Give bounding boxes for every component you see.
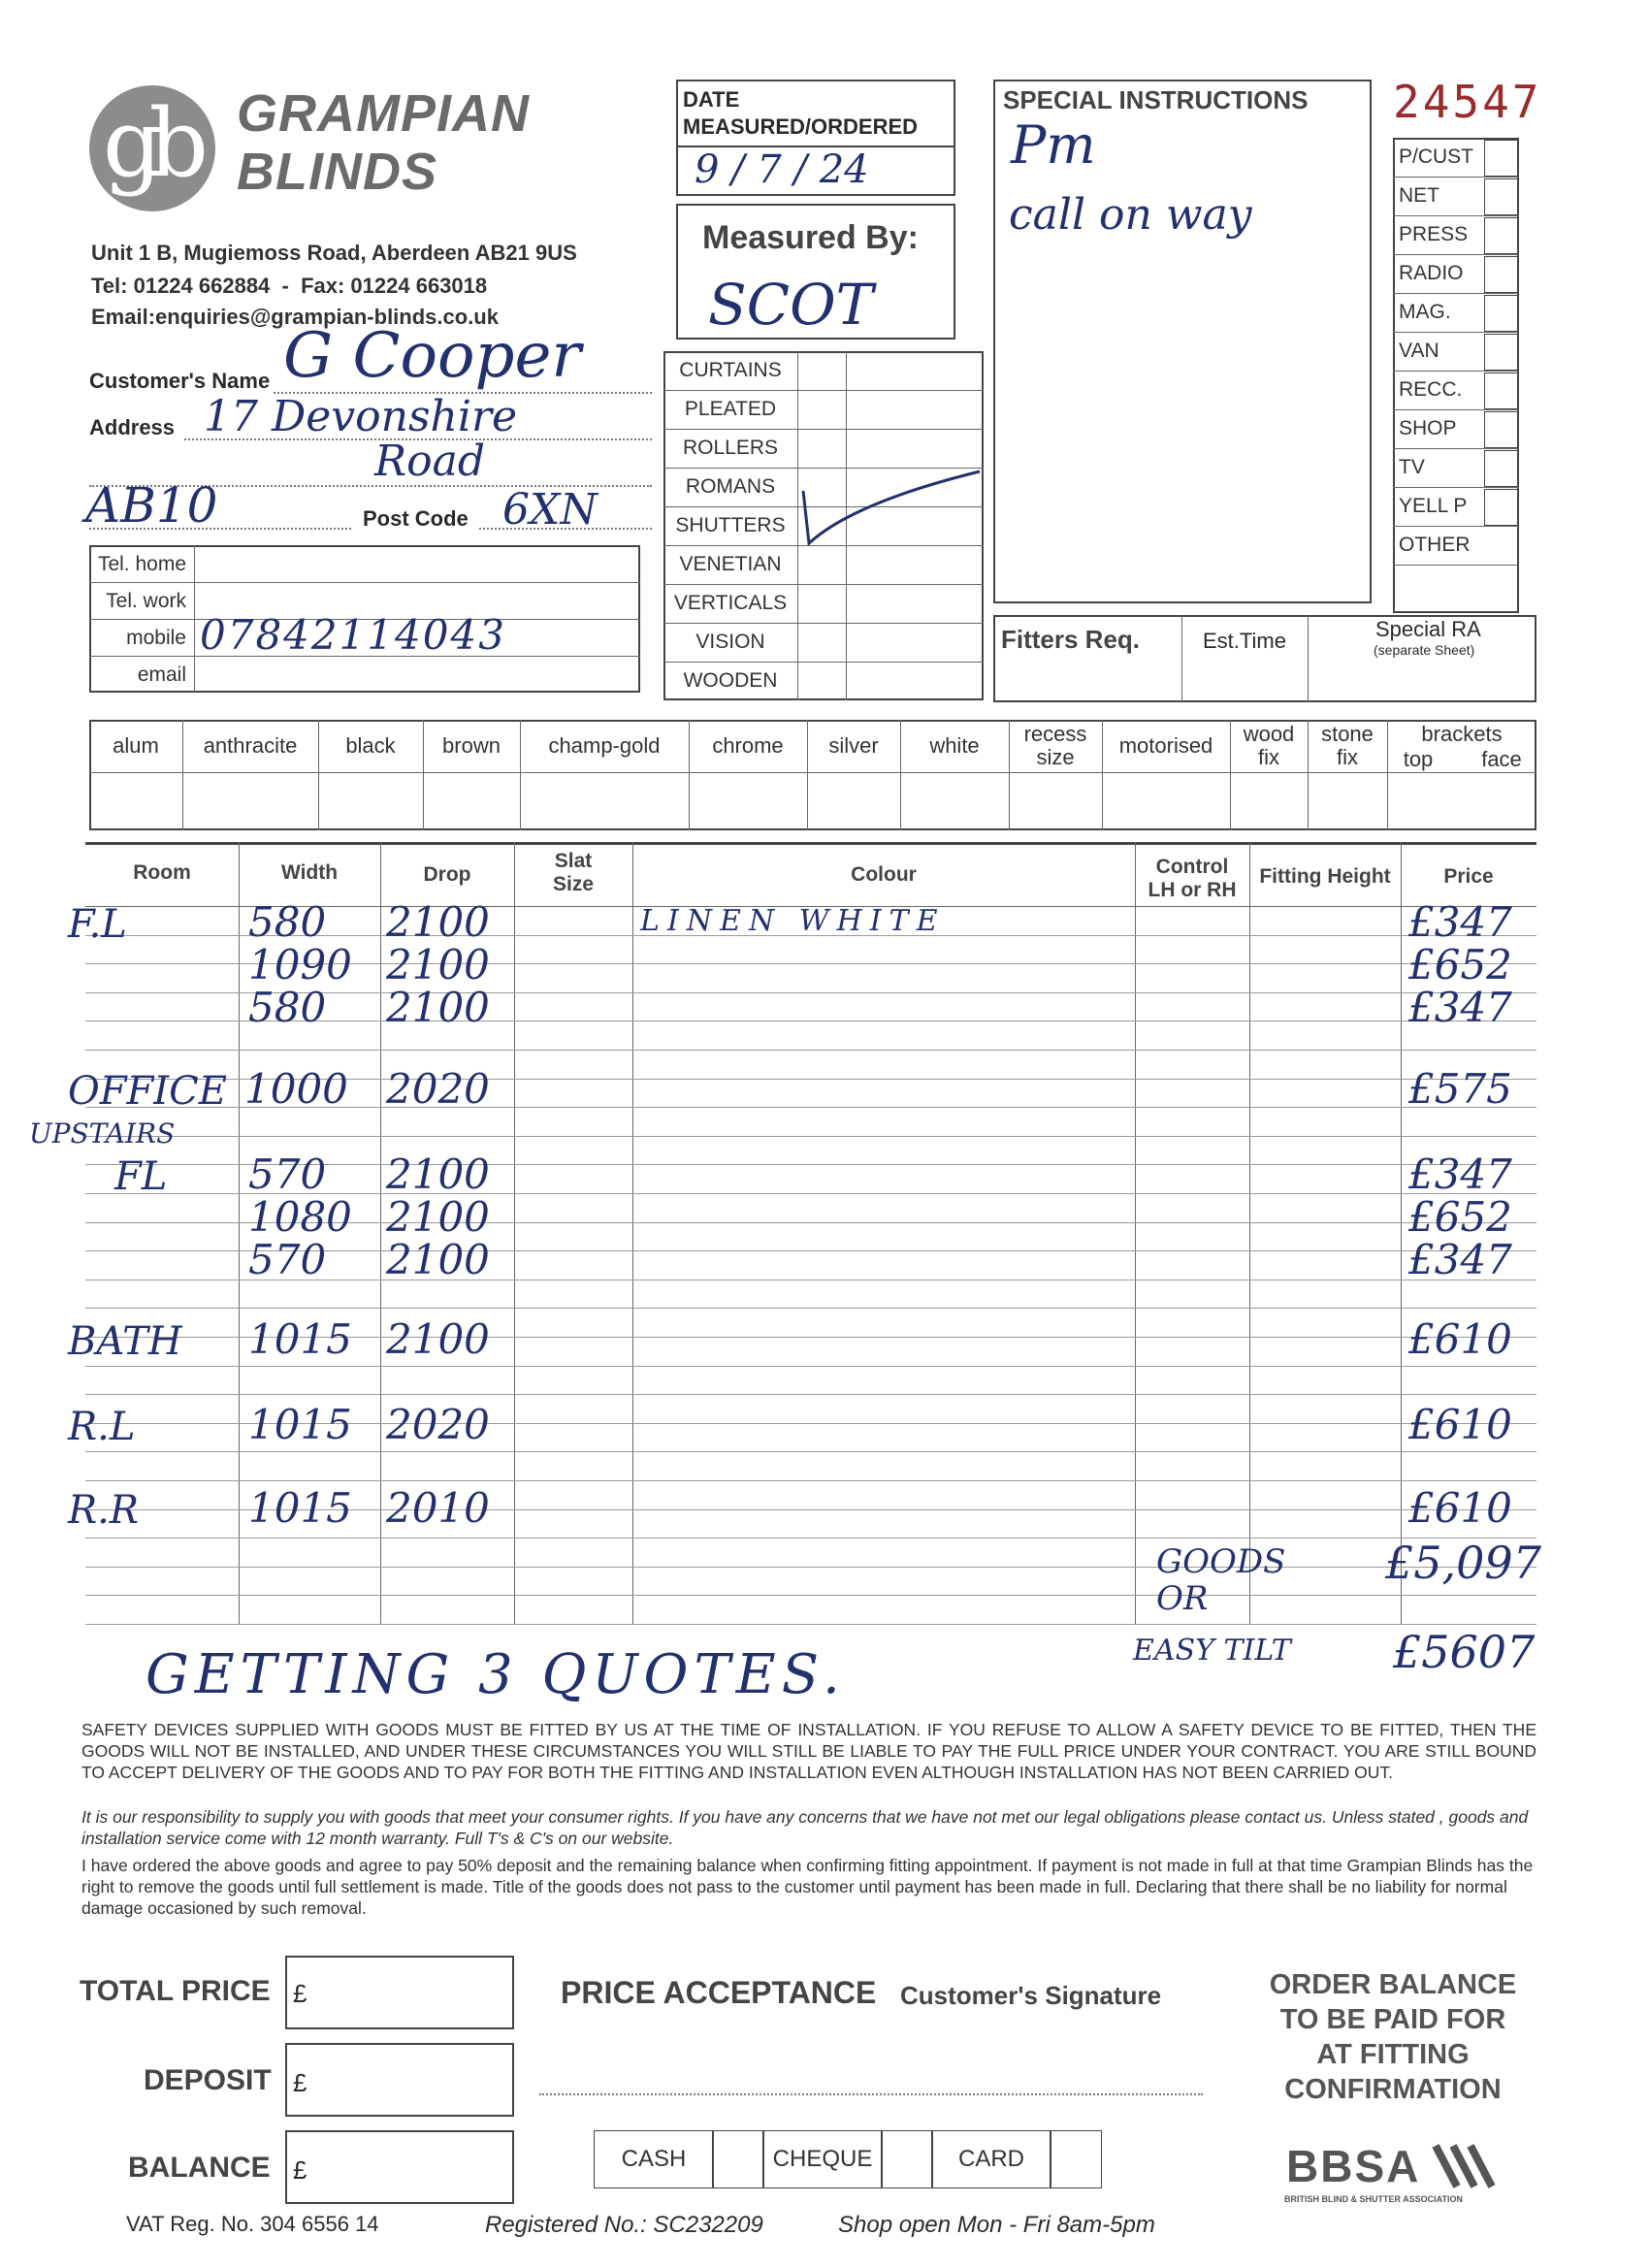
customer-name-label: Customer's Name <box>89 369 271 393</box>
recess-label: recess <box>1023 722 1087 746</box>
payment-method-checkbox[interactable] <box>881 2130 933 2188</box>
goods-total-value: £5,097 <box>1385 1537 1541 1589</box>
product-checkbox[interactable] <box>799 586 844 621</box>
entry-width: 580 <box>248 984 327 1031</box>
entry-price: £347 <box>1408 898 1512 946</box>
entry-price: £347 <box>1408 1236 1512 1283</box>
finish-option-cell[interactable] <box>320 774 421 828</box>
entry-drop: 2100 <box>386 984 490 1031</box>
product-type-label: PLEATED <box>684 398 777 420</box>
finish-option-label: alum <box>113 733 159 758</box>
table-row-line <box>85 1595 1536 1596</box>
balance-label: BALANCE <box>128 2152 271 2184</box>
price-acceptance-label: PRICE ACCEPTANCE <box>561 1975 877 2010</box>
finish-option-label: black <box>345 733 396 758</box>
product-row-line <box>663 390 984 391</box>
balance-box[interactable] <box>285 2130 514 2204</box>
entry-width: 1015 <box>248 1315 352 1363</box>
source-label: TV <box>1399 456 1425 478</box>
source-label: RADIO <box>1399 262 1464 284</box>
order-balance-line: TO BE PAID FOR <box>1279 2004 1506 2035</box>
table-col-divider <box>1135 842 1136 1624</box>
product-type-label: ROMANS <box>685 475 776 498</box>
company-address: Unit 1 B, Mugiemoss Road, Aberdeen AB21 9US <box>91 241 577 265</box>
table-row-line <box>85 1050 1536 1051</box>
source-divider <box>1393 332 1519 333</box>
easy-tilt-label: EASY TILT <box>1133 1634 1291 1668</box>
contact-label: email <box>137 664 186 686</box>
table-row-line <box>85 1136 1536 1137</box>
source-label: YELL P <box>1399 495 1468 517</box>
brackets-face-label: face <box>1481 747 1522 771</box>
source-divider <box>1393 526 1519 527</box>
date-value: 9 / 7 / 24 <box>695 147 869 192</box>
colour-header: Colour <box>851 863 917 886</box>
finish-option-label: white <box>929 733 980 758</box>
source-checkbox[interactable] <box>1484 217 1519 254</box>
control-header-2: LH or RH <box>1148 879 1237 901</box>
entry-room: FL <box>114 1154 168 1199</box>
legal-deposit-terms: I have ordered the above goods and agree to pay 50% deposit and the remaining balance when confirming fitting appointment. If payment is not made in full at that time Grampian Blinds has the right to remove the goods until full settlement is made. Title of the goods does not pass to the customer until payment has been made in full. Declaring that there shall be no liability for normal damage occasioned by such removal. <box>81 1856 1534 1918</box>
table-row-line <box>85 1538 1536 1539</box>
entry-price: £610 <box>1408 1315 1512 1363</box>
table-row-line <box>85 1624 1536 1625</box>
entry-drop: 2020 <box>386 1401 490 1448</box>
source-checkbox[interactable] <box>1484 411 1519 448</box>
entry-width: 1015 <box>248 1484 352 1532</box>
table-row-line <box>85 1366 1536 1367</box>
product-checkbox[interactable] <box>799 664 844 698</box>
product-type-label: VENETIAN <box>679 553 782 575</box>
contact-row-line <box>89 656 640 657</box>
source-checkbox[interactable] <box>1484 489 1519 526</box>
entry-drop: 2100 <box>386 898 490 946</box>
source-label: P/CUST <box>1399 146 1474 168</box>
drop-header: Drop <box>423 863 471 886</box>
bbsa-logo: BBSA <box>1286 2141 1421 2191</box>
entry-width: 1090 <box>248 941 352 988</box>
order-balance-line: CONFIRMATION <box>1284 2074 1502 2105</box>
postcode-line-1 <box>89 528 351 530</box>
entry-price: £575 <box>1408 1065 1512 1113</box>
entry-room: R.L <box>68 1405 136 1449</box>
special-ra-note: (separate Sheet) <box>1374 642 1475 658</box>
special-ra-label: Special RA <box>1375 617 1481 641</box>
entry-width: 570 <box>248 1236 327 1283</box>
wood-fix-label-2: fix <box>1258 745 1279 769</box>
slat-size-header: Slat <box>554 850 593 872</box>
easy-tilt-value: £5607 <box>1393 1626 1536 1678</box>
contact-label: Tel. home <box>97 553 186 575</box>
contact-label: mobile <box>126 627 186 649</box>
table-row-line <box>85 1308 1536 1309</box>
price-header: Price <box>1443 865 1494 888</box>
source-divider <box>1393 487 1519 488</box>
postcode-part1: AB10 <box>85 477 218 534</box>
table-row-line <box>85 1480 1536 1481</box>
entry-drop: 2020 <box>386 1065 490 1113</box>
order-number: 24547 <box>1393 76 1542 128</box>
finish-options-midline <box>89 772 1536 773</box>
source-label: OTHER <box>1399 534 1471 556</box>
entry-price: £610 <box>1408 1401 1512 1448</box>
source-checkbox[interactable] <box>1484 295 1519 332</box>
fitters-required-label: Fitters Req. <box>1001 625 1141 654</box>
product-row-line <box>663 429 984 430</box>
fitting-height-header: Fitting Height <box>1259 865 1391 888</box>
customer-name-value: G Cooper <box>283 320 581 392</box>
product-type-label: VERTICALS <box>673 592 788 614</box>
product-type-label: WOODEN <box>683 669 778 692</box>
entry-price: £347 <box>1408 1150 1512 1198</box>
finish-option-cell[interactable] <box>91 774 180 828</box>
company-phones: Tel: 01224 662884 - Fax: 01224 663018 <box>91 274 488 298</box>
source-label: RECC. <box>1399 378 1463 401</box>
entry-drop: 2100 <box>386 941 490 988</box>
room-header: Room <box>133 861 191 884</box>
total-price-currency: £ <box>293 1979 307 2008</box>
table-col-divider <box>514 842 515 1624</box>
source-divider <box>1393 448 1519 449</box>
entry-room: BATH <box>68 1319 182 1364</box>
recess-label-2: size <box>1036 745 1075 769</box>
product-type-label: VISION <box>695 631 765 653</box>
source-divider <box>1393 565 1519 566</box>
company-name-line2: BLINDS <box>237 143 437 201</box>
source-label: MAG. <box>1399 301 1451 323</box>
table-col-divider <box>1401 842 1402 1624</box>
finish-option-cell[interactable] <box>809 774 898 828</box>
entry-width: 570 <box>248 1150 327 1198</box>
product-type-label: CURTAINS <box>679 359 782 381</box>
brackets-top-label: top <box>1403 747 1434 771</box>
deposit-label: DEPOSIT <box>144 2064 272 2096</box>
product-row-line <box>663 623 984 624</box>
deposit-currency: £ <box>293 2068 307 2097</box>
product-checkbox[interactable] <box>799 625 844 660</box>
table-row-line <box>85 1567 1536 1568</box>
contact-label: Tel. work <box>106 590 186 612</box>
entry-price: £347 <box>1408 984 1512 1031</box>
table-col-divider <box>632 842 633 1624</box>
table-row-line <box>85 1451 1536 1452</box>
entry-price: £610 <box>1408 1484 1512 1532</box>
total-price-label: TOTAL PRICE <box>80 1975 271 2007</box>
date-label-2: MEASURED/ORDERED <box>683 114 919 139</box>
finish-option-cell[interactable] <box>1232 774 1306 828</box>
entry-colour: LINEN WHITE <box>640 904 946 938</box>
special-instructions-label: SPECIAL INSTRUCTIONS <box>1003 85 1309 114</box>
source-divider <box>1393 293 1519 294</box>
source-checkbox[interactable] <box>1484 373 1519 409</box>
measured-by-value: SCOT <box>708 272 874 338</box>
table-top-rule <box>85 842 1536 845</box>
product-checkbox[interactable] <box>799 431 844 466</box>
stone-fix-label-2: fix <box>1337 745 1358 769</box>
contact-row-line <box>89 582 640 583</box>
balance-currency: £ <box>293 2155 307 2185</box>
width-header: Width <box>280 861 339 884</box>
goods-label: GOODS <box>1156 1542 1286 1581</box>
control-header: Control <box>1155 856 1229 878</box>
source-divider <box>1393 371 1519 372</box>
entry-drop: 2100 <box>386 1150 490 1198</box>
company-name-line1: GRAMPIAN <box>237 84 530 143</box>
source-checkbox[interactable] <box>1484 140 1519 177</box>
finish-option-cell[interactable] <box>1011 774 1100 828</box>
source-divider <box>1393 215 1519 216</box>
logo-letters: gb <box>103 89 195 198</box>
address-label: Address <box>89 415 176 439</box>
product-checkbox[interactable] <box>799 392 844 427</box>
bbsa-subtitle: BRITISH BLIND & SHUTTER ASSOCIATION <box>1284 2194 1463 2204</box>
payment-method-label: CASH <box>621 2146 687 2172</box>
address-line2-value: Road <box>374 437 486 486</box>
finish-option-cell[interactable] <box>1389 774 1535 828</box>
bbsa-logo-slashes <box>1428 2142 1505 2190</box>
source-divider <box>1393 177 1519 178</box>
table-row-line <box>85 1394 1536 1395</box>
order-balance-line: AT FITTING <box>1316 2039 1470 2070</box>
registered-number: Registered No.: SC232209 <box>485 2212 763 2238</box>
entry-width: 1015 <box>248 1401 352 1448</box>
payment-method-checkbox[interactable] <box>712 2130 764 2188</box>
entry-room: R.R <box>68 1488 139 1533</box>
postcode-part2: 6XN <box>502 485 598 535</box>
payment-method-label: CARD <box>957 2146 1024 2172</box>
order-balance-line: ORDER BALANCE <box>1269 1969 1517 2000</box>
fitters-divider-2 <box>1308 615 1309 702</box>
source-divider <box>1393 254 1519 255</box>
payment-method-checkbox[interactable] <box>1050 2130 1102 2188</box>
source-checkbox[interactable] <box>1484 334 1519 371</box>
customer-signature-label: Customer's Signature <box>900 1981 1162 2010</box>
source-checkbox[interactable] <box>1484 178 1519 215</box>
source-checkbox[interactable] <box>1484 450 1519 487</box>
entry-room: UPSTAIRS <box>29 1118 176 1150</box>
stone-fix-label: stone <box>1321 722 1374 746</box>
source-label: NET <box>1399 184 1439 207</box>
product-row-line <box>663 584 984 585</box>
vat-registration: VAT Reg. No. 304 6556 14 <box>126 2212 379 2236</box>
signature-line[interactable] <box>539 2093 1203 2095</box>
special-instructions-line1: Pm <box>1011 114 1096 176</box>
entry-width: 1000 <box>244 1065 348 1113</box>
finish-option-cell[interactable] <box>902 774 1007 828</box>
source-divider <box>1393 409 1519 410</box>
or-label: OR <box>1156 1579 1209 1618</box>
product-row-line <box>663 662 984 663</box>
product-type-label: SHUTTERS <box>675 514 786 536</box>
finish-option-cell[interactable] <box>522 774 687 828</box>
finish-option-label: anthracite <box>203 733 298 758</box>
legal-safety-notice: SAFETY DEVICES SUPPLIED WITH GOODS MUST BE FITTED BY US AT THE TIME OF INSTALLATION. IF YOU REFUSE TO ALLOW A SAFETY DEVICE TO BE FITTED, THEN THE GOODS WILL NOT BE INSTALLED, AND UNDER THESE CIRCUMSTANCES YOU WILL STILL BE LIABLE TO PAY THE FULL PRICE UNDER YOUR CONTRACT. YOU ARE STILL BOUND TO ACCEPT DELIVERY OF THE GOODS AND TO PAY FOR BOTH THE FITTING AND INSTALLATION EVEN ALTHOUGH INSTALLATION HAS NOT BEEN CARRIED OUT. <box>81 1720 1536 1782</box>
finish-option-cell[interactable] <box>425 774 518 828</box>
entry-drop: 2010 <box>386 1484 490 1532</box>
source-checkbox[interactable] <box>1484 256 1519 293</box>
finish-option-cell[interactable] <box>1104 774 1228 828</box>
entry-price: £652 <box>1408 1193 1512 1241</box>
entry-width: 580 <box>248 898 327 946</box>
table-col-divider <box>239 842 240 1624</box>
entry-room: OFFICE <box>68 1069 227 1114</box>
address-line1-value: 17 Devonshire <box>204 392 518 441</box>
source-label: PRESS <box>1399 223 1469 245</box>
company-email: Email:enquiries@grampian-blinds.co.uk <box>91 305 499 329</box>
product-checkbox[interactable] <box>799 547 844 582</box>
motorised-label: motorised <box>1118 733 1213 758</box>
entry-room: F.L <box>68 902 127 947</box>
contact-value[interactable]: 07842114043 <box>200 611 506 659</box>
finish-option-label: brown <box>442 733 501 758</box>
finish-option-label: champ-gold <box>548 733 661 758</box>
entry-price: £652 <box>1408 941 1512 988</box>
total-price-box[interactable] <box>285 1956 514 2029</box>
entry-width: 1080 <box>248 1193 352 1241</box>
wood-fix-label: wood <box>1243 722 1295 746</box>
slat-size-header-2: Size <box>552 873 595 895</box>
entry-drop: 2100 <box>386 1236 490 1283</box>
finish-option-cell[interactable] <box>1310 774 1385 828</box>
bottom-note: GETTING 3 QUOTES. <box>146 1643 846 1706</box>
deposit-box[interactable] <box>285 2043 514 2117</box>
brackets-label: brackets <box>1421 722 1503 746</box>
fitters-divider-1 <box>1181 615 1182 702</box>
shutters-tick-mark <box>795 464 989 551</box>
finish-option-label: chrome <box>712 733 784 758</box>
source-label: SHOP <box>1399 417 1457 439</box>
product-type-label: ROLLERS <box>682 437 779 459</box>
finish-option-label: silver <box>828 733 879 758</box>
postcode-label: Post Code <box>363 506 469 531</box>
source-label: VAN <box>1399 340 1439 362</box>
table-col-divider <box>1249 842 1250 1624</box>
shop-hours: Shop open Mon - Fri 8am-5pm <box>838 2212 1155 2238</box>
measured-by-label: Measured By: <box>702 219 919 256</box>
table-col-divider <box>380 842 381 1624</box>
legal-consumer-rights: It is our responsibility to supply you with goods that meet your consumer rights. If you have any concerns that we have not met our legal obligations please contact us. Unless stated , goods and installation service come with 12 month warranty. Full T's & C's on our website. <box>81 1807 1529 1848</box>
finish-option-cell[interactable] <box>184 774 316 828</box>
finish-option-cell[interactable] <box>691 774 805 828</box>
entry-drop: 2100 <box>386 1315 490 1363</box>
payment-method-label: CHEQUE <box>772 2146 873 2172</box>
company-logo <box>89 85 235 211</box>
est-time-label: Est.Time <box>1203 629 1286 653</box>
special-instructions-line2: call on way <box>1009 190 1252 240</box>
date-label: DATE <box>683 87 740 112</box>
entry-drop: 2100 <box>386 1193 490 1241</box>
product-checkbox[interactable] <box>799 353 844 388</box>
